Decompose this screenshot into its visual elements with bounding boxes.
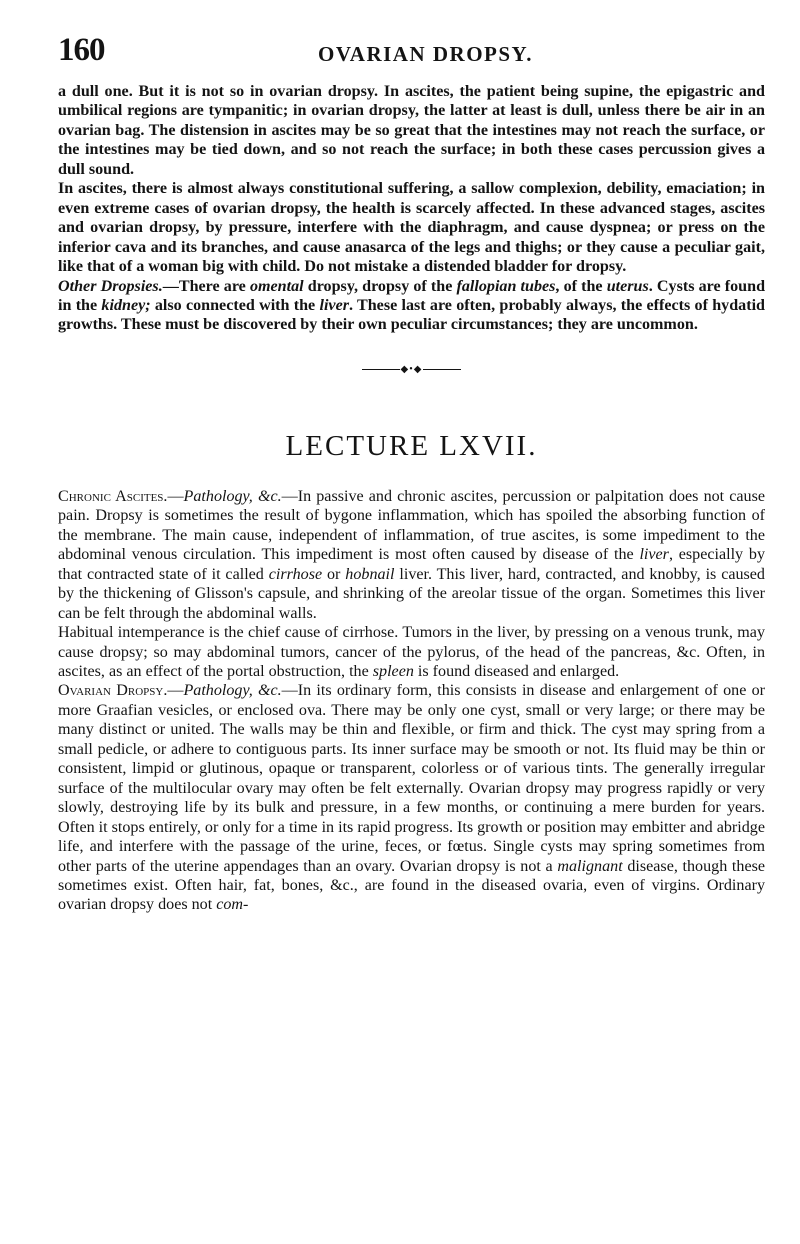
section-lead-other-dropsies: Other Dropsies. bbox=[58, 277, 163, 295]
section-divider bbox=[58, 365, 765, 375]
running-head: OVARIAN DROPSY. bbox=[318, 42, 534, 66]
paragraph-constitutional-suffering: In ascites, there is almost always constitutional suffering, a sallow complexion, debility, emaciation; in even extreme cases of ovarian dropsy, the health is scarcely affected. In these advanced stages, ascites and ovarian dropsy, by pressure, interfere with the diaphragm, and cause dyspnea; or press on the inferior cava and its branches, and cause anasarca of the legs and thighs; or they cause a peculiar gait, like that of a woman big with child. Do not mistake a distended bladder for dropsy. bbox=[58, 180, 765, 276]
paragraph-dull-sound: a dull one. But it is not so in ovarian dropsy. In ascites, the patient being supine, the epigastric and umbilical regions are tympanitic; in ovarian dropsy, the latter at least is dull, unless there be air in an ovarian bag. The distension in ascites may be so great that the intestines may not reach the surface, or the intestines may be tied down, and so not reach the surface; in both these cases percussion gives a dull sound. bbox=[58, 83, 765, 178]
section-lead-ovarian-dropsy: Ovarian Dropsy. bbox=[58, 682, 168, 700]
page-content bbox=[58, 82, 765, 915]
divider-line-right bbox=[423, 369, 461, 370]
divider-line-left bbox=[362, 369, 400, 370]
page-header bbox=[58, 32, 768, 72]
page-number: 160 bbox=[58, 32, 105, 68]
divider-ornament-icon: ◆•◆ bbox=[400, 363, 423, 375]
lecture-title: LECTURE LXVII. bbox=[285, 429, 538, 462]
paragraph-ovarian-dropsy: Ovarian Dropsy.—Pathology, &c.—In its ordinary form, this consists in disease and enlargement of one or more Graafian vesicles, or enclosed ova. There may be only one cyst, small or very large; or there may be many distinct or united. The walls may be thin and flexible, or firm and thick. The cyst may spring from a small pedicle, or adhere to contiguous parts. Its inner surface may be smooth or not. Its fluid may be thin or consistent, limpid or glutinous, opaque or transparent, colorless or of various tints. The generally irregular surface of the multilocular ovary may often be felt externally. Ovarian dropsy may progress rapidly or very slowly, destroying life by its bulk and pressure, in a few months, or continuing a mere burden for years. Often it stops entirely, or only for a time in its rapid progress. Its growth or position may embitter and abridge life, and interfere with the passage of the urine, feces, or fœtus. Single cysts may spring sometimes from other parts of the uterine appendages than an ovary. Ovarian dropsy is not a malignant disease, though these sometimes exist. Often hair, fat, bones, &c., are found in the diseased ovaria, even of virgins. Ordinary ovarian dropsy does not com- bbox=[58, 682, 766, 914]
paragraph-other-dropsies: Other Dropsies.—There are omental dropsy, dropsy of the fallopian tubes, of the uterus. Cysts are found in the kidney; also connected with the liver. These last are often, probably always, the effects of hydatid growths. These must be discovered by their own peculiar circumstances; they are uncommon. bbox=[58, 277, 766, 334]
paragraph-chronic-ascites: Chronic Ascites.—Pathology, &c.—In passive and chronic ascites, percussion or palpitation does not cause pain. Dropsy is sometimes the result of bygone inflammation, which has spoiled the absorbing function of the membrane. The main cause, independent of inflammation, of true ascites, is some impediment to the abdominal venous circulation. This impediment is most often caused by disease of the liver, especially by that contracted state of it called cirrhose or hobnail liver. This liver, hard, contracted, and knobby, is caused by the thickening of Glisson's capsule, and shrinking of the areolar tissue of the organ. Sometimes this liver can be felt through the abdominal walls. bbox=[58, 487, 765, 622]
paragraph-intemperance: Habitual intemperance is the chief cause of cirrhose. Tumors in the liver, by pressing on a venous trunk, may cause dropsy; so may abdominal tumors, cancer of the pylorus, of the head of the pancreas, &c. Often, in ascites, as an effect of the portal obstruction, the spleen is found diseased and enlarged. bbox=[58, 624, 765, 680]
section-lead-chronic-ascites: Chronic Ascites. bbox=[58, 487, 168, 505]
